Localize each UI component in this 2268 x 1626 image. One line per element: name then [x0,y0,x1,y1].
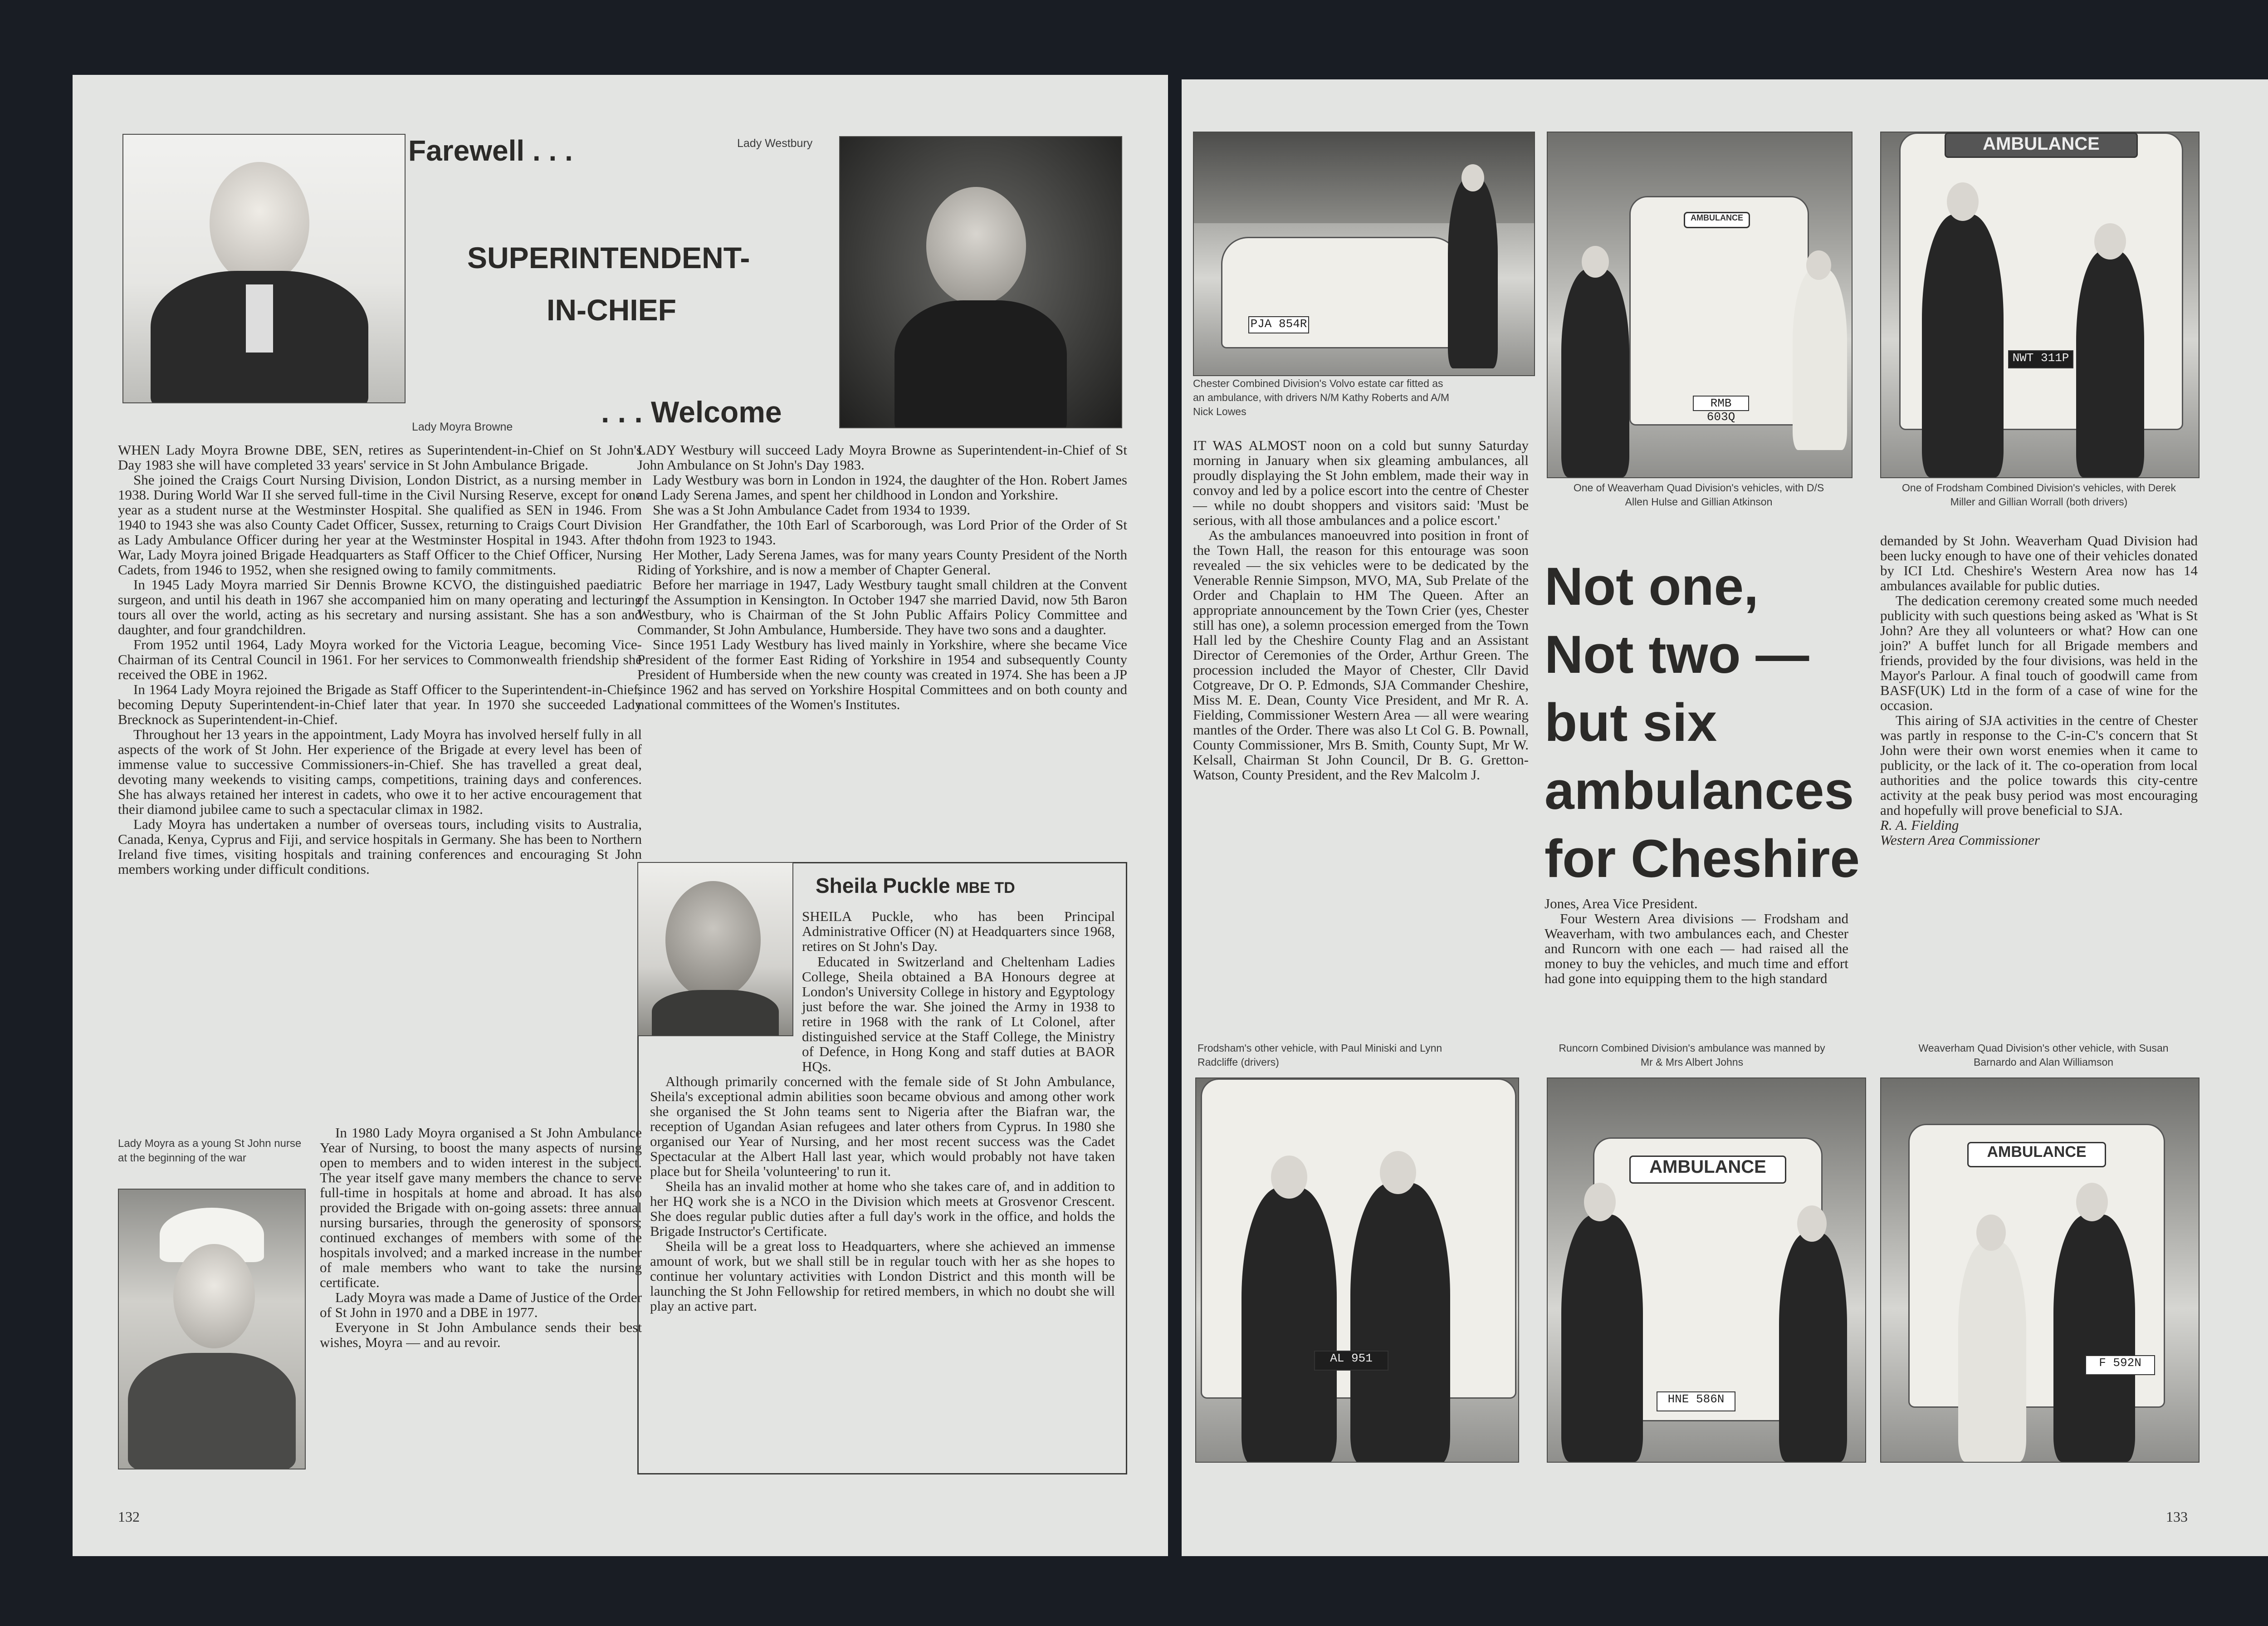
puckle-text [802,909,1115,954]
frodsham-van-label: AMBULANCE [1945,132,2138,158]
article-westbury-column [637,442,1127,712]
article-browne-continued [320,1125,642,1350]
heading-welcome: . . . Welcome [601,395,782,429]
photo-weaverham-vehicle [1547,132,1853,478]
story-paragraph: Jones, Area Vice President. [1545,896,1698,911]
left-page [73,75,1168,1556]
caption-frodsham-combined: One of Frodsham Combined Division's vehicles, with Derek Miller and Gillian Worrall (both drivers) [1902,482,2176,508]
right-page [1182,79,2268,1556]
westbury-paragraph: Lady Westbury was born in London in 1924, the daughter of the Hon. Robert James and Lady Serena James, and spent her childhood in London and Yorkshire. [637,472,1127,503]
browne-paragraph: Lady Moyra was made a Dame of Justice of the Order of St John in 1970 and a DBE in 1977. [320,1289,642,1320]
article-browne-column [118,442,642,877]
puckle-paragraph: Although primarily concerned with the female side of St John Ambulance, Sheila's exceptional admin abilities soon became obvious and among other work she organised the St John teams sent to Nigeria after the Biafran war, the reception of Ugandan Asian refugees and later others from Cyprus. In 1980 she organised our Year of Nursing, and her most recent success was the Cadet Spectacular at the Albert Hall last year, which would probably not have taken place but for Sheila 'volunteering' to run it. [650,1073,1115,1179]
browne-paragraph: WHEN Lady Moyra Browne DBE, SEN, retires as Superintendent-in-Chief on St John's Day 1983 she will have completed 33 years' service in St John Ambulance Brigade. [118,442,642,473]
puckle-honours: MBE TD [956,879,1015,896]
browne-paragraph: From 1952 until 1964, Lady Moyra worked for the Victoria League, becoming Vice-Chairman of its Central Council in 1961. For her services to Commonwealth friendship she received the OBE in 1962. [118,637,642,682]
sheila-puckle-box [637,862,1127,1474]
caption-frodsham-other: Frodsham's other vehicle, with Paul Miniski and Lynn Radcliffe (drivers) [1198,1042,1442,1068]
photo-lady-moyra-browne [122,134,406,403]
puckle-paragraph: Educated in Switzerland and Cheltenham Ladies College, Sheila obtained a BA Honours degree at London's University College in history and Egyptology just before the war. She joined the Army in 1938 to retire in 1968 with the rank of Lt Colonel, after distinguished service at the Staff College, the Ministry of Defence, in Hong Kong and staff duties at BAOR HQs. [802,954,1115,1074]
story-paragraph: As the ambulances manoeuvred into position in front of the Town Hall, the reason for this entourage was soon revealed — the six vehicles were to be dedicated by the Venerable Rennie Simpson, MVO, MA, Sub Prelate of the Order and Chaplain to HM The Queen. After an appropriate announcement by the Town Crier (yes, Chester still has one), a solemn procession emerged from the Town Hall led by the Cheshire County Flag and an Assistant Director of Ceremonies of the Order, Arthur Green. The procession included the Mayor of Chester, Cllr David Cotgreave, Dr O. P. Edmonds, SJA Commander Cheshire, Miss M. E. Dean, County Vice President, and Mr R. A. Fielding, Commissioner Western Area — all were wearing mantles of the Order. There was also Lt Col G. B. Pownall, County Commissioner, Mrs B. Smith, County Supt, Mr W. Kelsall, Chairman St John Council, Dr B. G. Gretton-Watson, County President, and the Rev Malcolm J. [1193,527,1529,783]
headline-line: Not two — [1545,625,1809,685]
runcorn-van-label: AMBULANCE [1629,1156,1786,1184]
headline-line: for Cheshire [1545,829,1860,889]
story-column-3 [1880,533,2198,847]
westbury-paragraph: Since 1951 Lady Westbury has lived mainly in Yorkshire, where she became Vice President of the former East Riding of Yorkshire in 1954 and subsequently County President of Humberside when the new county was created in 1974. She has been a JP since 1962 and has served on Yorkshire Hospital Committees and on both county and national committees of the Women's Institutes. [637,637,1127,712]
caption-chester: Chester Combined Division's Volvo estate car fitted as an ambulance, with drivers N/M Kathy Roberts and A/M Nick Lowes [1193,377,1450,417]
browne-paragraph: In 1980 Lady Moyra organised a St John Ambulance Year of Nursing, to boost the many aspects of nursing open to members and to widen interest in the subject. The year itself gave many members the chance to serve full-time in hospitals at home and abroad. It has also provided the Brigade with on-going assets: three annual nursing bursaries, through the generosity of sponsors; continued exchanges of members with some of the hospitals involved; and a marked increase in the number of male members who want to take the nursing certificate. [320,1125,642,1290]
byline-title: Western Area Commissioner [1880,832,2040,848]
puckle-name: Sheila Puckle [816,874,950,897]
story-paragraph: demanded by St John. Weaverham Quad Division had been lucky enough to have one of their vehicles donated by ICI Ltd. Cheshire's Western Area now has 14 ambulances available for public duties. [1880,533,2198,593]
puckle-paragraph: Sheila has an invalid mother at home who she takes care of, and in addition to her HQ work she is a NCO in the Division which meets at Grosvenor Crescent. She does regular public duties after a full day's work in the office, and holds the Brigade Instructor's Certificate. [650,1178,1115,1239]
puckle-paragraph: Sheila will be a great loss to Headquarters, where she achieved an immense amount of work, but we shall still be in regular touch with her as she hopes to continue her voluntary activities with London District and this month will be launching the St John Fellowship for retired members, in which no doubt she will play an active part. [650,1238,1115,1314]
caption-runcorn: Runcorn Combined Division's ambulance was manned by Mr & Mrs Albert Johns [1559,1042,1825,1068]
weaverham-van-label: AMBULANCE [1684,212,1750,228]
westbury-paragraph: Before her marriage in 1947, Lady Westbury taught small children at the Convent of the Assumption in Kensington. In October 1947 she married David, now 5th Baron Westbury, who is Chairman of the St John Public Affairs Policy Committee and Commander, St John Ambulance, Humberside. They have two sons and a daughter. [637,577,1127,637]
photo-chester-volvo [1193,132,1535,376]
westbury-paragraph: She was a St John Ambulance Cadet from 1934 to 1939. [653,502,970,518]
browne-paragraph: She joined the Craigs Court Nursing Division, London District, as a nursing member in 1938. During World War II she served full-time in the Civil Nursing Reserve, except for one year as a student nurse at the Westminster Hospital. She qualified as SEN in 1946. From 1940 to 1943 she was also County Cadet Officer, Sussex, returning to Craigs Court Division as Lady Ambulance Officer during her year at the Westminster Hospital in 1943. After the War, Lady Moyra joined Brigade Headquarters as Staff Officer to the Chief Officer, Nursing Cadets, from 1946 to 1952, when she resigned owing to family commitments. [118,472,642,578]
headline-line: but six [1545,693,1717,753]
weaverham-other-van-label: AMBULANCE [1967,1142,2106,1167]
plate-frodsham: NWT 311P [2008,350,2073,368]
browne-paragraph: In 1945 Lady Moyra married Sir Dennis Browne KCVO, the distinguished paediatric surgeon, and until his death in 1967 she accompanied him on many operating and lecturing tours all over the world, acting as his secretary and nursing assistant. She has a son and daughter, and four grandchildren. [118,577,642,637]
headline-line: Not one, [1545,557,1759,617]
photo-lady-westbury [839,136,1122,428]
browne-paragraph: Lady Moyra has undertaken a number of overseas tours, including visits to Australia, Canada, Kenya, Cyprus and Fiji, and service hospitals in Germany. She has been to Northern Ireland five times, visiting hospitals and training conferences and encouraging St John members working under difficult conditions. [118,816,642,877]
heading-farewell: Farewell . . . [408,134,573,167]
plate-runcorn: HNE 586N [1657,1391,1735,1411]
heading-superintendent-line1: SUPERINTENDENT- [467,241,750,274]
westbury-paragraph: LADY Westbury will succeed Lady Moyra Browne as Superintendent-in-Chief of St John Ambulance on St John's Day 1983. [637,442,1127,473]
caption-weaverham-other: Weaverham Quad Division's other vehicle, with Susan Barnardo and Alan Williamson [1918,1042,2169,1068]
plate-chester: PJA 854R [1248,316,1309,333]
caption-lady-moyra-browne: Lady Moyra Browne [412,421,513,433]
caption-lady-westbury: Lady Westbury [737,137,813,150]
caption-weaverham: One of Weaverham Quad Division's vehicles, with D/S Allen Hulse and Gillian Atkinson [1573,482,1824,508]
plate-weaverham: RMB 603Q [1693,396,1749,411]
page-number-right: 133 [2166,1508,2188,1525]
photo-frodsham-combined [1880,132,2200,478]
story-paragraph: Four Western Area divisions — Frodsham and Weaverham, with two ambulances each, and Chester and Runcorn with one each — had raised all the money to buy the vehicles, and much time and effort had gone into equipping them to the high standard [1545,911,1848,986]
puckle-title [816,873,1015,898]
photo-young-nurse [118,1189,306,1469]
puckle-paragraph: SHEILA Puckle, who has been Principal Administrative Officer (N) at Headquarters since 1968, retires on St John's Day. [802,908,1115,954]
westbury-paragraph: Her Mother, Lady Serena James, was for many years County President of the North Riding of Yorkshire, and is now a member of Chapter General. [637,547,1127,578]
byline-name: R. A. Fielding [1880,817,1959,833]
puckle-text-full [650,954,1115,1313]
browne-paragraph: Throughout her 13 years in the appointment, Lady Moyra has involved herself fully in all aspects of the work of St John. Her experience of the Brigade at every level has been of immense value to successive Commissioners-in-Chief. She has travelled a great deal, devoting many weekends to visiting camps, competitions, training days and conferences. She has always retained her interest in cadets, who owe it to her active encouragement that their diamond jubilee came to such a spectacular climax in 1982. [118,726,642,817]
photo-frodsham-other [1195,1077,1519,1463]
photo-weaverham-other [1880,1077,2200,1463]
browne-paragraph: Everyone in St John Ambulance sends their best wishes, Moyra — and au revoir. [320,1319,642,1350]
westbury-paragraph: Her Grandfather, the 10th Earl of Scarborough, was Lord Prior of the Order of St John from 1923 to 1943. [637,517,1127,548]
page-number-left: 132 [118,1508,140,1525]
heading-superintendent-line2: IN-CHIEF [547,293,676,327]
plate-frodsham-other: AL 951 [1314,1351,1388,1371]
story-paragraph: This airing of SJA activities in the centre of Chester was partly in response to the C-in-C's concern that St John were their own worst enemies when it came to publicity, or the lack of it. The co-operation from local authorities and the police towards this city-centre activity at the peak busy period was most encouraging and hopefully will prove beneficial to SJA. [1880,712,2198,818]
story-paragraph: The dedication ceremony created some much needed publicity with such questions being asked as 'What is St John? Are they all volunteers or what? How can one join?' A buffet lunch for all Brigade members and friends, provided by the four divisions, was held in the Mayor's Parlour. A final touch of goodwill came from BASF(UK) Ltd in the form of a case of wine for the occasion. [1880,593,2198,713]
story-column-1 [1193,438,1529,782]
plate-weaverham-other: F 592N [2085,1355,2155,1375]
story-paragraph: IT WAS ALMOST noon on a cold but sunny Saturday morning in January when six gleaming ambulances, all proudly displaying the St John emblem, made their way in convoy and led by a police escort into the centre of Chester — while no doubt shoppers and visitors said: 'Must be serious, with all those ambulances and a police escort.' [1193,437,1529,528]
photo-runcorn [1547,1077,1866,1463]
caption-young-nurse: Lady Moyra as a young St John nurse at the beginning of the war [118,1137,302,1164]
story-column-2 [1545,896,1848,986]
headline-line: ambulances [1545,761,1854,821]
browne-paragraph: In 1964 Lady Moyra rejoined the Brigade as Staff Officer to the Superintendent-in-Chief, becoming Deputy Superintendent-in-Chief later that year. In 1970 she succeeded Lady Brecknock as Superintendent-in-Chief. [118,681,642,727]
